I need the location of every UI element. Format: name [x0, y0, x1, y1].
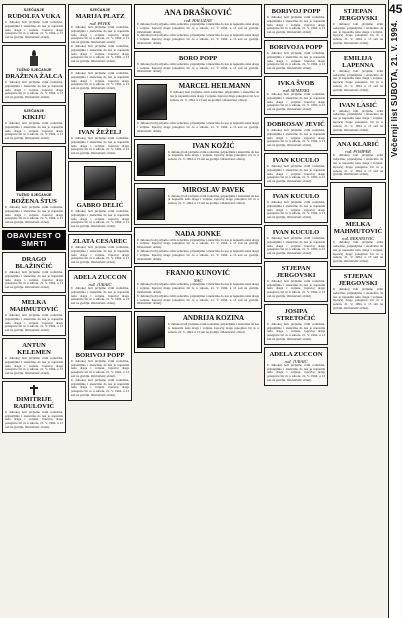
obituary-c3-0	[134, 4, 262, 49]
obituary-c5-5	[330, 269, 386, 314]
maiden-name: rođ. POMPER	[345, 149, 371, 155]
maiden-name: rođ. PAVEK	[89, 21, 111, 26]
notice-text: U dubokoj boli javljamo svim rođacima, prijateljima i znancima da nas je napustila naša draga i voljena. Ispraćaj drage pokojnice bit će u subotu, 21. V. 1994. u 13 sati na groblju. Ožalošćeni: obitelj.	[71, 135, 129, 156]
banner-line-2: SMRTI	[21, 238, 47, 248]
maiden-name: rođ. JURAIĆ	[88, 281, 112, 287]
deceased-name: IVAN ŽEŽELJ	[78, 128, 122, 136]
obituary-c4-6	[264, 225, 328, 259]
notice-text: U dubokoj boli javljamo svim rođacima, prijateljima i znancima da nas je napustila naša draga i voljena. Ispraćaj drage pokojnice bit će u subotu, 21. V. 1994. u 13 sati na groblju. Ožalošćeni: obitelj.	[5, 120, 63, 141]
candle-icon	[27, 50, 41, 66]
obituary-c4-2	[264, 76, 328, 115]
deceased-name: ZLATA CESAREC	[72, 237, 128, 245]
notice-text: U dubokoj boli javljamo svim rođacima, prijateljima i znancima da nas je napustila naša draga i voljena. Ispraćaj drage pokojnice bit će u subotu, 21. V. 1994. u 13 sati na groblju. Ožalošćeni: obitelj.	[71, 244, 129, 265]
notice-text: U dubokoj boli javljamo svim rođacima, prijateljima i znancima da nas je napustila naša draga i voljena. Ispraćaj drage pokojnice bit će u subotu, 21. V. 1994. u 13 sati na groblju. Ožalošćeni: obitelj.	[5, 20, 63, 40]
deceased-name: IVAN KOŽIĆ	[192, 141, 235, 150]
obituary-c2-1	[68, 69, 132, 159]
deceased-name: DRAGO BLAŽINČIĆ	[15, 255, 53, 270]
obituary-c1-6	[2, 338, 66, 379]
obituary-c3-2	[134, 79, 262, 136]
deceased-name: DRAŽENA ŽALCA	[5, 72, 63, 80]
obituary-c1-2	[2, 105, 66, 144]
portrait-photo	[344, 187, 372, 219]
obituary-c3-3	[134, 139, 262, 181]
deceased-name: MARIJA PLATZ	[75, 13, 125, 20]
obituary-c1-7	[2, 381, 66, 433]
notice-label: SJEĆANJE	[89, 8, 111, 12]
obituary-c5-4	[330, 182, 386, 267]
notice-text: U dubokoj boli javljamo svim rođacima, prijateljima i znancima da nas je napustila naša draga i voljena. Ispraćaj drage pokojnice bit će u subotu, 21. V. 1994. u 13 sati na groblju. Ožalošćeni: obitelj.	[137, 22, 259, 34]
obituary-c3-4	[134, 183, 262, 225]
deceased-name: RUDOLFA VUKA	[7, 13, 61, 20]
page-number: 45	[389, 2, 402, 16]
notice-text: U dubokoj boli javljamo svim rođacima, prijateljima i znancima da nas je napustila naša draga i voljena. Ispraćaj drage pokojnice bit će u subotu, 21. V. 1994. u 13 sati na groblju. Ožalošćeni: obitelj.	[267, 15, 325, 35]
death-notice-banner	[2, 230, 66, 250]
deceased-name: DIMITRIJE RADULOVIĆ	[13, 395, 55, 410]
notice-text: U dubokoj boli javljamo svim rođacima, prijateljima i znancima da nas je napustila naša draga i voljena. Ispraćaj drage pokojnice bit će u subotu, 21. V. 1994. u 13 sati na groblju. Ožalošćeni: obitelj.	[333, 240, 383, 264]
notice-label: TUŽNO SJEĆANJE	[16, 192, 52, 197]
portrait-photo	[84, 166, 116, 200]
deceased-name: STJEPAN JERGOVSKI	[276, 264, 316, 279]
obituary-c4-7	[264, 261, 328, 302]
deceased-name: IVAN KUCULO	[272, 228, 320, 236]
notice-text: U dubokoj boli javljamo svim rođacima, prijateljima i znancima da nas je napustila naša draga i voljena. Ispraćaj drage pokojnice bit će u subotu, 21. V. 1994. u 13 sati na groblju. Ožalošćeni: obitelj.	[137, 237, 259, 250]
obituary-c5-0	[330, 4, 386, 49]
notice-label: SJEĆANJE	[23, 8, 45, 12]
notice-text: U dubokoj boli javljamo svim rođacima, prijateljima i znancima da nas je napustila naša draga i voljena. Ispraćaj drage pokojnice bit će u subotu, 21. V. 1994. u 13 sati na groblju. Ožalošćeni: obitelj.	[5, 204, 63, 225]
obituary-c4-3	[264, 117, 328, 151]
column-4	[264, 4, 328, 614]
deceased-name: BOŽENA ŠTUS	[11, 197, 57, 205]
notice-text: U dubokoj boli javljamo svim rođacima, prijateljima i znancima da nas je napustila naša draga i voljena. Ispraćaj drage pokojnice bit će u subotu, 21. V. 1994. u 13 sati na groblju. Ožalošćeni: obitelj.	[137, 121, 259, 133]
notice-text: U dubokoj boli javljamo svim rođacima, prijateljima i znancima da nas je napustila naša draga i voljena. Ispraćaj drage pokojnice bit će u subotu, 21. V. 1994. u 13 sati na groblju. Ožalošćeni: obitelj.	[137, 248, 259, 261]
obituary-c3-5	[134, 227, 262, 265]
portrait-photo	[137, 316, 165, 348]
deceased-name: STJEPAN JERGOVSKI	[338, 272, 378, 287]
obituary-c2-0	[68, 4, 132, 67]
notice-text: U dubokoj boli javljamo svim rođacima, prijateljima i znancima da nas je napustila naša draga i voljena. Ispraćaj drage pokojnice bit će u subotu, 21. V. 1994. u 13 sati na groblju. Ožalošćeni: obitelj.	[333, 286, 383, 310]
obituary-c3-1	[134, 51, 262, 77]
deceased-name: BORIVOJ POPP	[271, 8, 321, 15]
column-1	[2, 4, 66, 614]
portrait-photo	[137, 84, 167, 120]
notice-text: U dubokoj boli javljamo svim rođacima, prijateljima i znancima da nas je napustila naša draga i voljena. Ispraćaj drage pokojnice bit će u subotu, 21. V. 1994. u 13 sati na groblju. Ožalošćeni: obitelj.	[137, 33, 259, 45]
notice-text: U dubokoj boli javljamo svim rođacima, prijateljima i znancima da nas je napustila naša draga i voljena. Ispraćaj drage pokojnice bit će u subotu, 21. V. 1994. u 13 sati na groblju. Ožalošćeni: obitelj.	[168, 193, 259, 206]
column-5	[330, 4, 386, 614]
deceased-name: MIROSLAV PAVEK	[182, 185, 245, 194]
notice-text: U dubokoj boli javljamo svim rođacima, prijateljima i znancima da nas je napustila naša draga i voljena. Ispraćaj drage pokojnice bit će u subotu, 21. V. 1994. u 13 sati na groblju. Ožalošćeni: obitelj.	[137, 61, 259, 74]
maiden-name: rođ. JURAIĆ	[284, 358, 308, 364]
notice-text: U dubokoj boli javljamo svim rođacima, prijateljima i znancima da nas je napustila naša draga i voljena. Ispraćaj drage pokojnice bit će u subotu, 21. V. 1994. u 13 sati na groblju. Ožalošćeni: obitelj.	[333, 153, 383, 177]
deceased-name: IVAN LASIĆ	[339, 101, 377, 109]
page-margin-strip	[388, 0, 401, 618]
obituary-c2-2	[68, 161, 132, 232]
deceased-name: KIKIJU	[22, 113, 46, 121]
obituary-c1-0	[2, 4, 66, 43]
notice-text: U dubokoj boli javljamo svim rođacima, prijateljima i znancima da nas je napustila naša draga i voljena. Ispraćaj drage pokojnice bit će u subotu, 21. V. 1994. u 13 sati na groblju. Ožalošćeni: obitelj.	[5, 79, 63, 100]
deceased-name: NADA JONKE	[175, 229, 221, 238]
portrait-photo	[137, 188, 165, 220]
obituary-c5-1	[330, 51, 386, 96]
portrait-photo	[84, 316, 116, 350]
notice-text: U dubokoj boli javljamo svim rođacima, prijateljima i znancima da nas je napustila naša draga i voljena. Ispraćaj drage pokojnice bit će u subotu, 21. V. 1994. u 13 sati na groblju. Ožalošćeni: obitelj.	[267, 50, 325, 71]
maiden-name: rođ. HALUZAN	[184, 18, 212, 23]
notice-text: U dubokoj boli javljamo svim rođacima, prijateljima i znancima da nas je napustila naša draga i voljena. Ispraćaj drage pokojnice bit će u subotu, 21. V. 1994. u 13 sati na groblju. Ožalošćeni: obitelj.	[168, 149, 259, 162]
obituary-c4-5	[264, 189, 328, 223]
obituary-c2-5	[68, 311, 132, 401]
notice-text: U dubokoj boli javljamo svim rođacima, prijateljima i znancima da nas je napustila naša draga i voljena. Ispraćaj drage pokojnice bit će u subotu, 21. V. 1994. u 13 sati na groblju. Ožalošćeni: obitelj.	[71, 358, 129, 379]
obituary-c4-1	[264, 40, 328, 74]
notice-text: U dubokoj boli javljamo svim rođacima, prijateljima i znancima da nas je napustila naša draga i voljena. Ispraćaj drage pokojnice bit će u subotu, 21. V. 1994. u 13 sati na groblju. Ožalošćeni: obitelj.	[5, 409, 63, 430]
deceased-name: ANTUN KELEMEN	[17, 341, 51, 356]
deceased-name: MARCEL HEILMANN	[178, 82, 251, 91]
obituary-c2-3	[68, 234, 132, 268]
notice-text: U dubokoj boli javljamo svim rođacima, prijateljima i znancima da nas je napustila naša draga i voljena. Ispraćaj drage pokojnice bit će u subotu, 21. V. 1994. u 13 sati na groblju. Ožalošćeni: obitelj.	[71, 70, 129, 91]
banner-line-1: OBAVIJEST O	[6, 230, 62, 240]
deceased-name: FRANJO KUNOVIĆ	[166, 269, 230, 278]
column-2	[68, 4, 132, 614]
deceased-name: BORIVOJ POPP	[75, 351, 125, 359]
notice-text: U dubokoj boli javljamo svim rođacima, prijateljima i znancima da nas je napustila naša draga i voljena. Ispraćaj drage pokojnice bit će u subotu, 21. V. 1994. u 13 sati na groblju. Ožalošćeni: obitelj.	[267, 321, 325, 342]
notice-text: U dubokoj boli javljamo svim rođacima, prijateljima i znancima da nas je napustila naša draga i voljena. Ispraćaj drage pokojnice bit će u subotu, 21. V. 1994. u 13 sati na groblju. Ožalošćeni: obitelj.	[5, 269, 63, 290]
deceased-name: BORIVOJA POPP	[269, 43, 323, 51]
maiden-name: rođ. REKANOVIĆ	[341, 236, 375, 242]
notice-text: U dubokoj boli javljamo svim rođacima, prijateljima i znancima da nas je napustila naša draga i voljena. Ispraćaj drage pokojnice bit će u subotu, 21. V. 1994. u 13 sati na groblju. Ožalošćeni: obitelj.	[267, 199, 325, 220]
notice-text: U dubokoj boli javljamo svim rođacima, prijateljima i znancima da nas je napustila naša draga i voljena. Ispraćaj drage pokojnice bit će u subotu, 21. V. 1994. u 13 sati na groblju. Ožalošćeni: obitelj.	[71, 25, 129, 45]
deceased-name: MELKA MAHMUTOVIĆ	[9, 298, 59, 313]
obituary-c3-6	[134, 266, 262, 309]
deceased-name: MELKA MAHMUTOVIĆ	[333, 221, 383, 236]
notice-text: U dubokoj boli javljamo svim rođacima, prijateljima i znancima da nas je napustila naša draga i voljena. Ispraćaj drage pokojnice bit će u subotu, 21. V. 1994. u 13 sati na groblju. Ožalošćeni: obitelj.	[267, 278, 325, 299]
obituary-c4-4	[264, 153, 328, 187]
notice-text: U dubokoj boli javljamo svim rođacima, prijateljima i znancima da nas je napustila naša draga i voljena. Ispraćaj drage pokojnice bit će u subotu, 21. V. 1994. u 13 sati na groblju. Ožalošćeni: obitelj.	[267, 362, 325, 383]
notice-text: U dubokoj boli javljamo svim rođacima, prijateljima i znancima da nas je napustila naša draga i voljena. Ispraćaj drage pokojnice bit će u subotu, 21. V. 1994. u 13 sati na groblju. Ožalošćeni: obitelj.	[5, 355, 63, 376]
cross-icon	[30, 385, 38, 395]
deceased-name: EMILIJA LAPENNA	[342, 54, 374, 69]
deceased-name: BORO POPP	[178, 54, 218, 62]
obituary-c5-3	[330, 137, 386, 180]
notice-text: U dubokoj boli javljamo svim rođacima, prijateljima i znancima da nas je napustila naša draga i voljena. Ispraćaj drage pokojnice bit će u subotu, 21. V. 1994. u 13 sati na groblju. Ožalošćeni: obitelj.	[333, 68, 383, 92]
deceased-name: STJEPAN JERGOVSKI	[338, 8, 378, 22]
deceased-name: JOSIPA STRETOČIĆ	[276, 307, 316, 322]
notice-text: U dubokoj boli javljamo svim rođacima, prijateljima i znancima da nas je napustila naša draga i voljena. Ispraćaj drage pokojnice bit će u subotu, 21. V. 1994. u 13 sati na groblju. Ožalošćeni: obitelj.	[267, 91, 325, 112]
notice-text: U dubokoj boli javljamo svim rođacima, prijateljima i znancima da nas je napustila naša draga i voljena. Ispraćaj drage pokojnice bit će u subotu, 21. V. 1994. u 13 sati na groblju. Ožalošćeni: obitelj.	[333, 22, 383, 45]
notice-text: U dubokoj boli javljamo svim rođacima, prijateljima i znancima da nas je napustila naša draga i voljena. Ispraćaj drage pokojnice bit će u subotu, 21. V. 1994. u 13 sati na groblju. Ožalošćeni: obitelj.	[137, 282, 259, 294]
notice-text: U dubokoj boli javljamo svim rođacima, prijateljima i znancima da nas je napustila naša draga i voljena. Ispraćaj drage pokojnice bit će u subotu, 21. V. 1994. u 13 sati na groblju. Ožalošćeni: obitelj.	[170, 90, 259, 102]
notice-text: U dubokoj boli javljamo svim rođacima, prijateljima i znancima da nas je napustila naša draga i voljena. Ispraćaj drage pokojnice bit će u subotu, 21. V. 1994. u 13 sati na groblju. Ožalošćeni: obitelj.	[267, 235, 325, 256]
notice-text: U dubokoj boli javljamo svim rođacima, prijateljima i znancima da nas je napustila naša draga i voljena. Ispraćaj drage pokojnice bit će u subotu, 21. V. 1994. u 13 sati na groblju. Ožalošćeni: obitelj.	[71, 208, 129, 229]
obituary-c4-9	[264, 347, 328, 386]
obituary-c2-4	[68, 270, 132, 309]
deceased-name: IVAN KUCULO	[272, 156, 320, 164]
deceased-name: IVKA ŠVOB	[277, 79, 315, 87]
obituary-c1-5	[2, 295, 66, 336]
obituary-c1-3	[2, 146, 66, 228]
notice-text: U dubokoj boli javljamo svim rođacima, prijateljima i znancima da nas je napustila naša draga i voljena. Ispraćaj drage pokojnice bit će u subotu, 21. V. 1994. u 13 sati na groblju. Ožalošćeni: obitelj.	[168, 322, 259, 334]
obituary-c3-7	[134, 311, 262, 353]
notice-text: U dubokoj boli javljamo svim rođacima, prijateljima i znancima da nas je napustila naša draga i voljena. Ispraćaj drage pokojnice bit će u subotu, 21. V. 1994. u 13 sati na groblju. Ožalošćeni: obitelj.	[71, 285, 129, 306]
deceased-name: ADELA ZUCCON	[269, 350, 323, 358]
deceased-name: GABRO DELIĆ	[76, 201, 124, 209]
deceased-name: ANA KLARIĆ	[337, 141, 379, 149]
portrait-photo	[84, 93, 116, 127]
notice-text: U dubokoj boli javljamo svim rođacima, prijateljima i znancima da nas je napustila naša draga i voljena. Ispraćaj drage pokojnice bit će u subotu, 21. V. 1994. u 13 sati na groblju. Ožalošćeni: obitelj.	[267, 163, 325, 184]
notice-text: U dubokoj boli javljamo svim rođacima, prijateljima i znancima da nas je napustila naša draga i voljena. Ispraćaj drage pokojnice bit će u subotu, 21. V. 1994. u 13 sati na groblju. Ožalošćeni: obitelj.	[137, 293, 259, 306]
obituary-c4-8	[264, 304, 328, 345]
notice-text: U dubokoj boli javljamo svim rođacima, prijateljima i znancima da nas je napustila naša draga i voljena. Ispraćaj drage pokojnice bit će u subotu, 21. V. 1994. u 13 sati na groblju. Ožalošćeni: obitelj.	[333, 108, 383, 132]
dateline: Večernji list SUBOTA, 21. V. 1994.	[390, 20, 399, 157]
obituary-c1-1	[2, 45, 66, 103]
portrait-photo	[137, 144, 165, 176]
notice-label: SJEĆANJE	[23, 108, 45, 113]
obituary-c1-4	[2, 252, 66, 293]
deceased-name: IVAN KUCULO	[272, 192, 320, 200]
deceased-name: ADELA ZUCCON	[73, 273, 127, 281]
notice-text: U dubokoj boli javljamo svim rođacima, prijateljima i znancima da nas je napustila naša draga i voljena. Ispraćaj drage pokojnice bit će u subotu, 21. V. 1994. u 13 sati na groblju. Ožalošćeni: obitelj.	[71, 377, 129, 398]
obituary-c5-2	[330, 98, 386, 136]
column-3	[134, 4, 262, 614]
notice-label: TUŽNO SJEĆANJE	[16, 67, 52, 72]
deceased-name: ANA DRAŠKOVIĆ	[164, 8, 232, 17]
deceased-name: DOBROSAV JEVIĆ	[267, 120, 325, 128]
notice-text: U dubokoj boli javljamo svim rođacima, prijateljima i znancima da nas je napustila naša draga i voljena. Ispraćaj drage pokojnice bit će u subotu, 21. V. 1994. u 13 sati na groblju. Ožalošćeni: obitelj.	[267, 127, 325, 148]
notice-text: U dubokoj boli javljamo svim rođacima, prijateljima i znancima da nas je napustila naša draga i voljena. Ispraćaj drage pokojnice bit će u subotu, 21. V. 1994. u 13 sati na groblju. Ožalošćeni: obitelj.	[5, 312, 63, 333]
notice-text: U dubokoj boli javljamo svim rođacima, prijateljima i znancima da nas je napustila naša draga i voljena. Ispraćaj drage pokojnice bit će u subotu, 21. V. 1994. u 13 sati na groblju. Ožalošćeni: obitelj.	[71, 43, 129, 64]
maiden-name: rođ. SEMENKI	[282, 87, 310, 93]
portrait-photo	[16, 151, 52, 191]
deceased-name: ANDRIJA KOZINA	[182, 314, 245, 323]
obituary-c4-0	[264, 4, 328, 38]
nickname: NAC	[193, 278, 203, 284]
